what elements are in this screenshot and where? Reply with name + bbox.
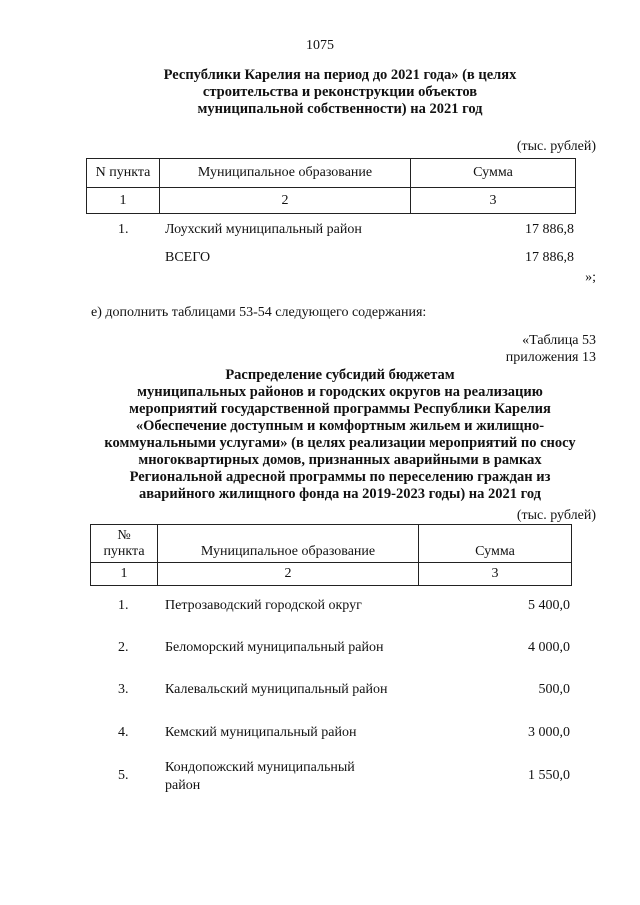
col-header-name: Муниципальное образование	[158, 525, 419, 563]
col-header-number: № пункта	[91, 525, 158, 563]
heading-line: многоквартирных домов, признанных аварийными в рамках	[138, 452, 542, 468]
table1-header	[86, 158, 576, 214]
row-index: 2.	[118, 640, 129, 655]
row-name: Петрозаводский городской округ	[165, 598, 362, 613]
row-value: 1 550,0	[528, 768, 570, 783]
col-header-number: N пункта	[87, 159, 160, 188]
heading-line: муниципальных районов и городских округов на реализацию	[137, 384, 543, 400]
row-value: 17 886,8	[525, 222, 574, 237]
col-number-1: 1	[87, 188, 160, 214]
caption-line: «Таблица 53	[522, 333, 596, 348]
row-name: Калевальский муниципальный район	[165, 682, 388, 697]
row-value: 3 000,0	[528, 725, 570, 740]
total-label: ВСЕГО	[165, 250, 211, 265]
heading-line: Республики Карелия на период до 2021 года» (в целях	[163, 67, 517, 83]
table-caption	[506, 332, 596, 366]
row-value: 500,0	[538, 682, 570, 697]
row-index: 3.	[118, 682, 129, 697]
col-number-2: 2	[158, 563, 419, 586]
units-label: (тыс. рублей)	[516, 139, 596, 154]
row-name: Кондопожский муниципальный район	[165, 760, 355, 793]
col-header-sum: Сумма	[411, 159, 576, 188]
caption-line: приложения 13	[505, 350, 596, 365]
row-index: 1.	[118, 598, 129, 613]
section-heading	[60, 67, 620, 118]
units-label-2: (тыс. рублей)	[516, 508, 596, 523]
heading-line: мероприятий государственной программы Республики Карелия	[129, 401, 551, 417]
col-header-sum: Сумма	[419, 525, 572, 563]
heading-line: муниципальной собственности) на 2021 год	[197, 101, 483, 117]
total-value: 17 886,8	[525, 250, 574, 265]
row-value: 5 400,0	[528, 598, 570, 613]
intro-text: е) дополнить таблицами 53-54 следующего содержания:	[91, 305, 427, 320]
heading-line: «Обеспечение доступным и комфортным жильем и жилищно-	[135, 418, 545, 434]
heading-line: Распределение субсидий бюджетам	[225, 367, 455, 383]
heading-line: Региональной адресной программы по переселению граждан из	[129, 469, 551, 485]
col-number-3: 3	[411, 188, 576, 214]
row-value: 4 000,0	[528, 640, 570, 655]
row-index: 1.	[118, 222, 129, 237]
row-name: Кемский муниципальный район	[165, 725, 357, 740]
table2-header	[90, 524, 572, 586]
table2-heading	[70, 367, 610, 503]
col-header-name: Муниципальное образование	[160, 159, 411, 188]
row-name: Лоухский муниципальный район	[165, 222, 362, 237]
col-number-2: 2	[160, 188, 411, 214]
col-number-3: 3	[419, 563, 572, 586]
page-number: 1075	[306, 38, 334, 53]
row-name: Беломорский муниципальный район	[165, 640, 384, 655]
heading-line: коммунальными услугами» (в целях реализации мероприятий по сносу	[104, 435, 576, 451]
col-number-1: 1	[91, 563, 158, 586]
row-index: 4.	[118, 725, 129, 740]
row-index: 5.	[118, 768, 129, 783]
quote-end: »;	[585, 270, 596, 285]
heading-line: строительства и реконструкции объектов	[202, 84, 478, 100]
heading-line: аварийного жилищного фонда на 2019-2023 годы) на 2021 год	[138, 486, 542, 502]
